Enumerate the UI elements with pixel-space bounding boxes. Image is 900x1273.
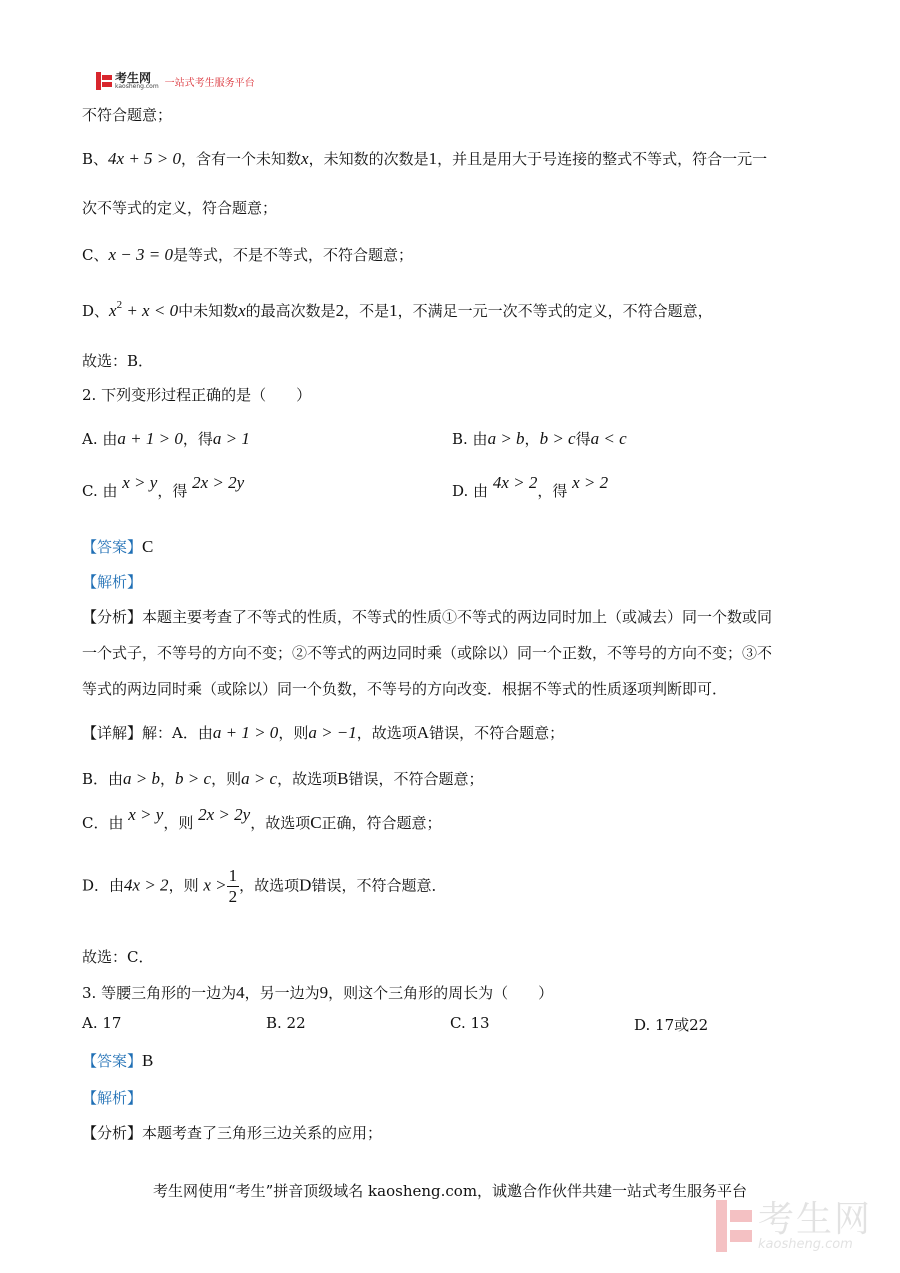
choose-line: 故选：C． bbox=[82, 948, 154, 966]
watermark-name: 考生网 bbox=[758, 1198, 873, 1240]
detail-line: D．由4x > 2，则 x > $\frac{1}{2}$ ，故选项D错误，不符合题意． bbox=[82, 866, 447, 906]
text-line: 不符合题意； bbox=[82, 106, 173, 124]
logo-domain: kaosheng.com bbox=[115, 83, 159, 90]
question-2-stem: 2. 下列变形过程正确的是（ ） bbox=[82, 386, 312, 404]
option-d: D. 17或22 bbox=[634, 1016, 709, 1034]
page-footer: 考生网使用“考生”拼音顶级域名 kaosheng.com，诚邀合作伙伴共建一站式考生服务平台 bbox=[152, 1182, 748, 1200]
option-b: B. 22 bbox=[266, 1014, 306, 1032]
analysis-line: 【分析】本题主要考查了不等式的性质，不等式的性质①不等式的两边同时加上（或减去）同一个数或同 bbox=[82, 608, 773, 626]
analysis-tag: 【解析】 bbox=[82, 573, 143, 591]
analysis-tag: 【解析】 bbox=[82, 1089, 143, 1107]
text-line: B、4x + 5 > 0，含有一个未知数x，未知数的次数是1，并且是用大于号连接的整式不等式，符合一元一 bbox=[82, 149, 768, 168]
detail-line: 【详解】解：A．由a + 1 > 0，则a > −1，故选项A错误，不符合题意； bbox=[82, 723, 565, 742]
watermark-domain: kaosheng.com bbox=[758, 1236, 853, 1252]
detail-line: B．由a > b，b > c，则a > c，故选项B错误，不符合题意； bbox=[82, 769, 484, 788]
watermark bbox=[716, 1200, 872, 1252]
option-a: A. 由a + 1 > 0，得a > 1 bbox=[82, 429, 250, 448]
option-b: B. 由a > b，b > c得a < c bbox=[452, 429, 627, 448]
watermark-logo-icon bbox=[716, 1200, 752, 1252]
detail-line: C．由 x > y，则 2x > 2y，故选项C正确，符合题意； bbox=[82, 805, 442, 832]
answer-line: 【答案】B bbox=[82, 1051, 154, 1070]
fraction: $\frac{1}{2}$ bbox=[228, 866, 238, 906]
option-c: C. 13 bbox=[450, 1014, 490, 1032]
text-line: 故选：B． bbox=[82, 352, 154, 370]
logo-mark-icon bbox=[96, 72, 112, 90]
header-logo bbox=[96, 70, 255, 92]
option-d: D. 由 4x > 2，得 x > 2 bbox=[452, 473, 609, 500]
option-c: C. 由 x > y，得 2x > 2y bbox=[82, 473, 245, 500]
logo-name: 考生网 bbox=[115, 71, 152, 85]
text-line: D、$x^2 + x < 0$中未知数x的最高次数是2，不是1，不满足一元一次不等式的定义，不符合题意， bbox=[82, 299, 713, 320]
analysis-line: 一个式子，不等号的方向不变；②不等式的两边同时乘（或除以）同一个正数，不等号的方向不变；③不 bbox=[82, 644, 773, 662]
option-a: A. 17 bbox=[82, 1014, 122, 1032]
logo-slogan: 一站式考生服务平台 bbox=[164, 77, 255, 89]
analysis-line: 等式的两边同时乘（或除以）同一个负数，不等号的方向改变．根据不等式的性质逐项判断即可． bbox=[82, 680, 728, 698]
analysis-line: 【分析】本题考查了三角形三边关系的应用； bbox=[82, 1124, 383, 1142]
text-line: C、x − 3 = 0是等式，不是不等式，不符合题意； bbox=[82, 245, 413, 264]
text-line: 次不等式的定义，符合题意； bbox=[82, 199, 278, 217]
question-3-stem: 3. 等腰三角形的一边为4，另一边为9，则这个三角形的周长为（ ） bbox=[82, 983, 554, 1002]
answer-line: 【答案】C bbox=[82, 537, 154, 556]
